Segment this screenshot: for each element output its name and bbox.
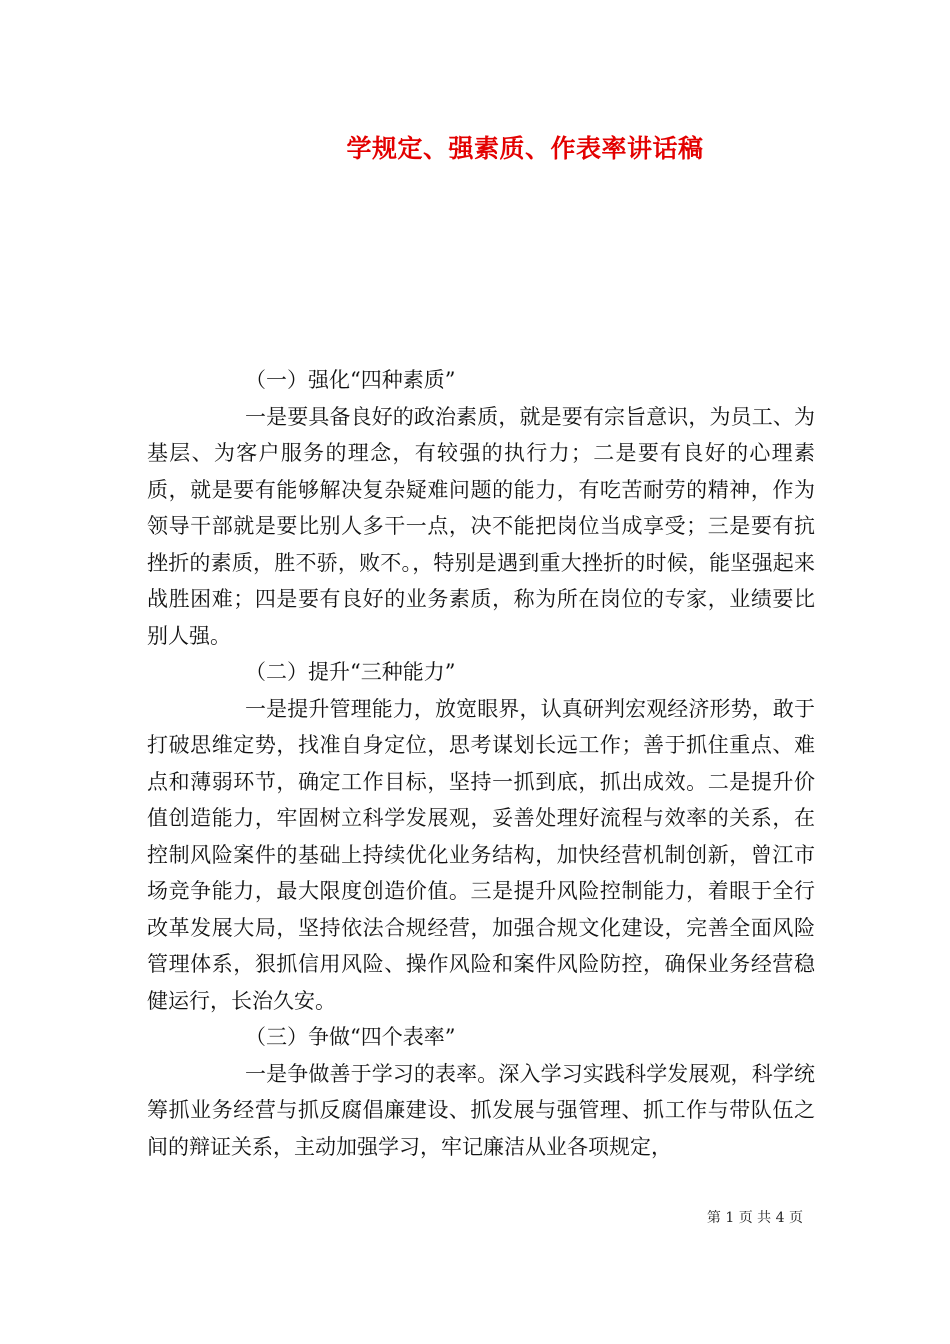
section-paragraph: 一是要具备良好的政治素质，就是要有宗旨意识，为员工、为基层、为客户服务的理念，有较强的执行力；二是要有良好的心理素质，就是要有能够解决复杂疑难问题的能力，有吃苦耐劳的精神，作为领导干部就是要比别人多干一点，决不能把岗位当成享受；三是要有抗挫折的素质，胜不骄，败不。，特别是遇到重大挫折的时候，能坚强起来战胜困难；四是要有良好的业务素质，称为所在岗位的专家，业绩要比别人强。 [147,404,815,648]
document-body [147,362,815,1165]
section-heading: （一）强化“四种素质” [245,368,456,392]
section-heading: （三）争做“四个表率” [245,1025,456,1049]
section-heading: （二）提升“三种能力” [245,660,456,684]
section-paragraph: 一是争做善于学习的表率。深入学习实践科学发展观，科学统筹抓业务经营与抓反腐倡廉建设、抓发展与强管理、抓工作与带队伍之间的辩证关系，主动加强学习，牢记廉洁从业各项规定， [147,1061,815,1159]
section-2 [147,654,815,1019]
section-3 [147,1019,815,1165]
section-1 [147,362,815,654]
page-title: 学规定、强素质、作表率讲话稿 [346,134,704,163]
section-paragraph: 一是提升管理能力，放宽眼界，认真研判宏观经济形势，敢于打破思维定势，找准自身定位，思考谋划长远工作；善于抓住重点、难点和薄弱环节，确定工作目标，坚持一抓到底，抓出成效。二是提升价值创造能力，牢固树立科学发展观，妥善处理好流程与效率的关系，在控制风险案件的基础上持续优化业务结构，加快经营机制创新，曾江市场竞争能力，最大限度创造价值。三是提升风险控制能力，着眼于全行改革发展大局，坚持依法合规经营，加强合规文化建设，完善全面风险管理体系，狠抓信用风险、操作风险和案件风险防控，确保业务经营稳健运行，长治久安。 [147,696,815,1013]
page-number-footer: 第 1 页 共 4 页 [706,1210,803,1226]
